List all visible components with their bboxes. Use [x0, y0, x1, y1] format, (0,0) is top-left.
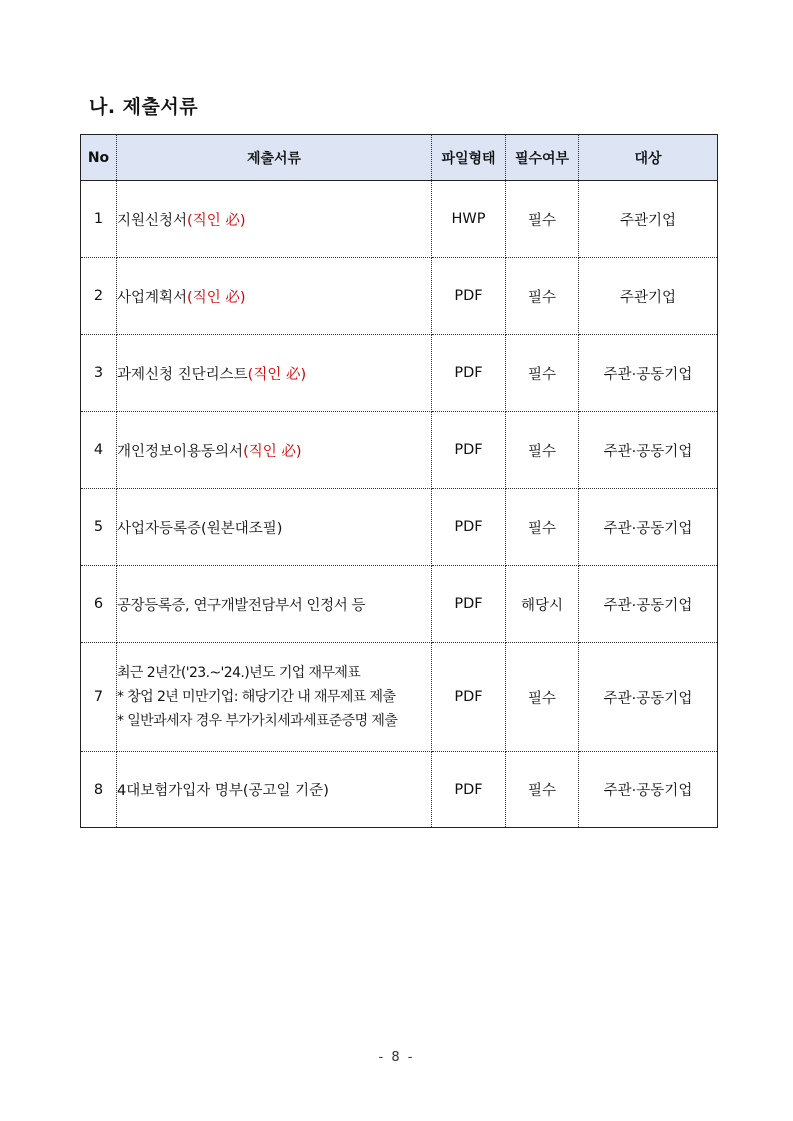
row-no: 4	[81, 412, 117, 489]
row-required: 필수	[506, 752, 579, 828]
document-name: 지원신청서	[117, 212, 188, 229]
row-document	[117, 258, 432, 335]
row-document	[117, 181, 432, 258]
document-subnote: * 창업 2년 미만기업: 해당기간 내 재무제표 제출	[117, 689, 396, 705]
row-file-format: PDF	[432, 566, 506, 643]
table-row	[81, 181, 718, 258]
row-document	[117, 412, 432, 489]
row-no: 3	[81, 335, 117, 412]
row-document: 4대보험가입자 명부(공고일 기준)	[117, 752, 432, 828]
row-file-format: PDF	[432, 335, 506, 412]
row-no: 1	[81, 181, 117, 258]
row-file-format: PDF	[432, 258, 506, 335]
row-target: 주관·공동기업	[579, 752, 718, 828]
table-row	[81, 643, 718, 752]
row-document: 사업자등록증(원본대조필)	[117, 489, 432, 566]
row-target: 주관기업	[579, 258, 718, 335]
row-file-format: PDF	[432, 412, 506, 489]
row-file-format: PDF	[432, 643, 506, 752]
document-name: 사업계획서	[117, 289, 188, 306]
table-row	[81, 752, 718, 828]
document-name: 과제신청 진단리스트	[117, 366, 248, 383]
document-name: 최근 2년간('23.~'24.)년도 기업 재무제표	[117, 665, 361, 681]
row-no: 5	[81, 489, 117, 566]
header-document: 제출서류	[117, 135, 432, 181]
table-row	[81, 489, 718, 566]
row-target: 주관·공동기업	[579, 643, 718, 752]
row-target: 주관기업	[579, 181, 718, 258]
row-required: 필수	[506, 181, 579, 258]
header-file-format: 파일형태	[432, 135, 506, 181]
seal-required-note: (직인 必)	[187, 289, 246, 306]
row-document: 공장등록증, 연구개발전담부서 인정서 등	[117, 566, 432, 643]
row-file-format: HWP	[432, 181, 506, 258]
table-row	[81, 258, 718, 335]
row-required: 필수	[506, 489, 579, 566]
seal-required-note: (직인 必)	[247, 366, 307, 383]
row-document	[117, 335, 432, 412]
row-file-format: PDF	[432, 752, 506, 828]
header-no: No	[81, 135, 117, 181]
table-row	[81, 412, 718, 489]
row-no: 7	[81, 643, 117, 752]
row-required: 필수	[506, 412, 579, 489]
row-required: 해당시	[506, 566, 579, 643]
row-target: 주관·공동기업	[579, 335, 718, 412]
row-no: 2	[81, 258, 117, 335]
section-title: 나. 제출서류	[89, 96, 199, 118]
submission-documents-table	[80, 134, 718, 828]
table-header-row	[81, 135, 718, 181]
seal-required-note: (직인 必)	[243, 443, 302, 460]
seal-required-note: (직인 必)	[187, 212, 246, 229]
row-document	[117, 643, 432, 752]
header-required: 필수여부	[506, 135, 579, 181]
row-target: 주관·공동기업	[579, 412, 718, 489]
table-row	[81, 335, 718, 412]
row-target: 주관·공동기업	[579, 489, 718, 566]
row-required: 필수	[506, 335, 579, 412]
row-required: 필수	[506, 258, 579, 335]
row-required: 필수	[506, 643, 579, 752]
row-target: 주관·공동기업	[579, 566, 718, 643]
document-subnote: * 일반과세자 경우 부가가치세과세표준증명 제출	[117, 713, 398, 729]
document-name: 개인정보이용동의서	[117, 443, 244, 460]
table-row	[81, 566, 718, 643]
row-no: 6	[81, 566, 117, 643]
header-target: 대상	[579, 135, 718, 181]
row-file-format: PDF	[432, 489, 506, 566]
row-no: 8	[81, 752, 117, 828]
page-number: - 8 -	[378, 1050, 415, 1065]
